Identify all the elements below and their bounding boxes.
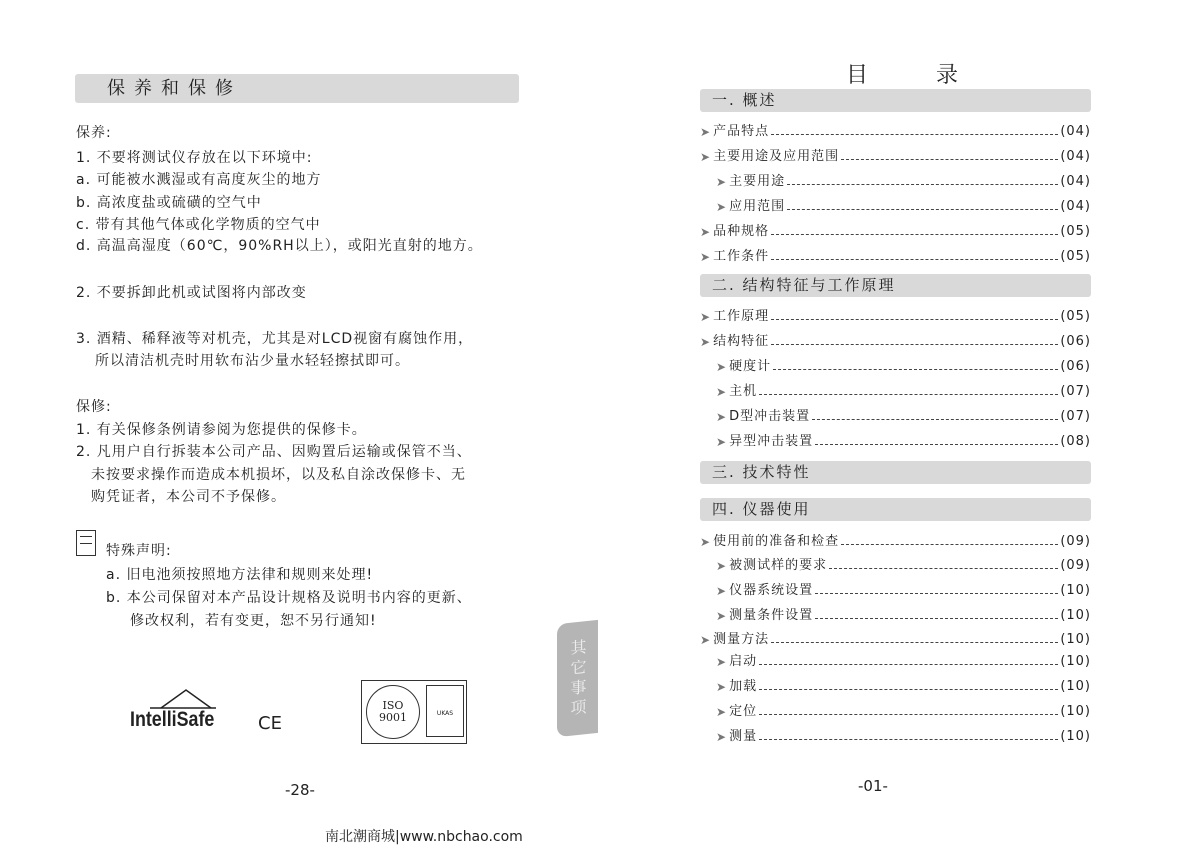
toc-entry-label: 测量方法 [713,632,770,647]
toc-entry-label: 应用范围 [729,199,786,214]
toc-entry-page: (10) [1060,729,1091,744]
arrow-icon: ➤ [716,200,728,214]
toc-entry-label: 主要用途及应用范围 [713,149,840,164]
toc-entry-label: D型冲击装置 [729,409,811,424]
body-line: d. 高温高湿度（60℃，90%RH以上），或阳光直射的地方。 [76,238,483,254]
toc-entry[interactable] [700,406,1091,424]
toc-entry-page: (04) [1060,124,1091,139]
toc-entry-label: 定位 [729,704,758,719]
toc-entry[interactable] [700,121,1091,139]
toc-entry-page: (10) [1060,704,1091,719]
arrow-icon: ➤ [700,250,712,264]
toc-entry-page: (07) [1060,409,1091,424]
arrow-icon: ➤ [700,225,712,239]
toc-entry-label: 结构特征 [713,334,770,349]
body-line: 购凭证者，本公司不予保修。 [91,489,286,505]
toc-entry-label: 被测试样的要求 [729,558,828,573]
iso-ukas-logo: ISO 9001 UKAS [361,680,467,744]
toc-entry-page: (10) [1060,608,1091,623]
toc-entry[interactable] [700,701,1091,719]
notice-a: a. 旧电池须按照地方法律和规则来处理! [106,567,374,583]
toc-section-header[interactable]: 一. 概述 [700,89,1091,112]
toc-entry-label: 测量条件设置 [729,608,814,623]
dot-leader [773,369,1058,370]
toc-entry-page: (08) [1060,434,1091,449]
dot-leader [771,234,1058,235]
dot-leader [759,689,1058,690]
arrow-icon: ➤ [716,360,728,374]
arrow-icon: ➤ [700,535,712,549]
toc-entry[interactable] [700,146,1091,164]
arrow-icon: ➤ [700,335,712,349]
dot-leader [759,394,1058,395]
body-line: 未按要求操作而造成本机损坏，以及私自涂改保修卡、无 [91,467,466,483]
toc-entry-label: 使用前的准备和检查 [713,534,840,549]
notice-title: 特殊声明: [106,543,172,559]
dot-leader [771,319,1058,320]
toc-entry-page: (04) [1060,174,1091,189]
toc-entry[interactable] [700,580,1091,598]
toc-entry-page: (10) [1060,632,1091,647]
arrow-icon: ➤ [716,655,728,669]
body-line: a. 可能被水溅湿或有高度灰尘的地方 [76,172,322,188]
body-line: 所以清洁机壳时用软布沾少量水轻轻擦拭即可。 [95,353,410,369]
dot-leader [787,184,1058,185]
dot-leader [829,568,1058,569]
body-line: b. 高浓度盐或硫磺的空气中 [76,195,262,211]
body-line: 保修: [76,399,112,415]
ce-mark: CE [258,713,282,734]
toc-entry[interactable] [700,356,1091,374]
toc-entry[interactable] [700,381,1091,399]
body-line: 1. 有关保修条例请参阅为您提供的保修卡。 [76,422,367,438]
toc-entry-label: 加载 [729,679,758,694]
toc-entry-label: 启动 [729,654,758,669]
toc-entry-page: (06) [1060,334,1091,349]
dot-leader [815,618,1058,619]
toc-entry-page: (10) [1060,654,1091,669]
arrow-icon: ➤ [716,175,728,189]
toc-entry-label: 仪器系统设置 [729,583,814,598]
intellisafe-logo: IntelliSafe [130,688,234,738]
dot-leader [787,209,1058,210]
toc-section-header[interactable]: 四. 仪器使用 [700,498,1091,521]
toc-entry[interactable] [700,676,1091,694]
toc-entry[interactable] [700,221,1091,239]
side-tab-other[interactable]: 其它事项 [557,620,598,737]
toc-entry-page: (06) [1060,359,1091,374]
notice-b-cont: 修改权利，若有变更，恕不另行通知! [130,613,377,629]
toc-entry-page: (05) [1060,309,1091,324]
toc-entry[interactable] [700,171,1091,189]
body-line: 2. 凡用户自行拆装本公司产品、因购置后运输或保管不当、 [76,444,472,460]
dot-leader [759,714,1058,715]
toc-entry-label: 测量 [729,729,758,744]
arrow-icon: ➤ [700,150,712,164]
arrow-icon: ➤ [716,559,728,573]
body-line: 2. 不要拆卸此机或试图将内部改变 [76,285,307,301]
toc-title-1: 目 [846,63,869,88]
dot-leader [812,419,1058,420]
arrow-icon: ➤ [716,680,728,694]
toc-entry[interactable] [700,629,1091,647]
arrow-icon: ➤ [716,410,728,424]
toc-entry-label: 产品特点 [713,124,770,139]
body-line: 1. 不要将测试仪存放在以下环境中: [76,150,313,166]
arrow-icon: ➤ [700,633,712,647]
toc-entry-page: (07) [1060,384,1091,399]
toc-entry-label: 主机 [729,384,758,399]
toc-entry-page: (04) [1060,199,1091,214]
body-line: 3. 酒精、稀释液等对机壳，尤其是对LCD视窗有腐蚀作用， [76,331,474,347]
dot-leader [771,642,1058,643]
dot-leader [771,134,1058,135]
toc-entry[interactable] [700,196,1091,214]
arrow-icon: ➤ [716,730,728,744]
toc-entry-label: 品种规格 [713,224,770,239]
dot-leader [771,259,1058,260]
footer-watermark: 南北潮商城|www.nbchao.com [325,829,523,845]
toc-entry-page: (10) [1060,583,1091,598]
dot-leader [759,664,1058,665]
toc-entry-page: (05) [1060,249,1091,264]
toc-entry-label: 工作条件 [713,249,770,264]
toc-title-2: 录 [936,63,959,88]
page-number-right: -01- [858,777,888,795]
toc-entry[interactable] [700,651,1091,669]
dot-leader [815,444,1058,445]
arrow-icon: ➤ [700,125,712,139]
toc-entry-label: 工作原理 [713,309,770,324]
notice-b: b. 本公司保留对本产品设计规格及说明书内容的更新、 [106,590,472,606]
toc-entry-page: (10) [1060,679,1091,694]
toc-section-header[interactable]: 二. 结构特征与工作原理 [700,274,1091,297]
arrow-icon: ➤ [716,435,728,449]
toc-entry-label: 异型冲击装置 [729,434,814,449]
toc-entry-page: (09) [1060,558,1091,573]
toc-entry[interactable] [700,331,1091,349]
toc-entry-page: (04) [1060,149,1091,164]
body-line: c. 带有其他气体或化学物质的空气中 [76,217,321,233]
toc-entry[interactable] [700,605,1091,623]
toc-entry-label: 硬度计 [729,359,772,374]
toc-section-header[interactable]: 三. 技术特性 [700,461,1091,484]
section-header-maintenance: 保养和保修 [75,74,519,103]
arrow-icon: ➤ [700,310,712,324]
toc-entry-label: 主要用途 [729,174,786,189]
toc-entry-page: (05) [1060,224,1091,239]
page-number-left: -28- [285,781,315,799]
dot-leader [841,159,1058,160]
toc-entry-page: (09) [1060,534,1091,549]
toc-entry[interactable] [700,555,1091,573]
toc-entry[interactable] [700,531,1091,549]
arrow-icon: ➤ [716,609,728,623]
dot-leader [759,739,1058,740]
document-icon [76,530,96,556]
dot-leader [841,544,1058,545]
arrow-icon: ➤ [716,705,728,719]
body-line: 保养: [76,125,112,141]
toc-entry[interactable] [700,726,1091,744]
dot-leader [771,344,1058,345]
toc-entry[interactable] [700,246,1091,264]
arrow-icon: ➤ [716,584,728,598]
dot-leader [815,593,1058,594]
toc-entry[interactable] [700,431,1091,449]
toc-entry[interactable] [700,306,1091,324]
arrow-icon: ➤ [716,385,728,399]
